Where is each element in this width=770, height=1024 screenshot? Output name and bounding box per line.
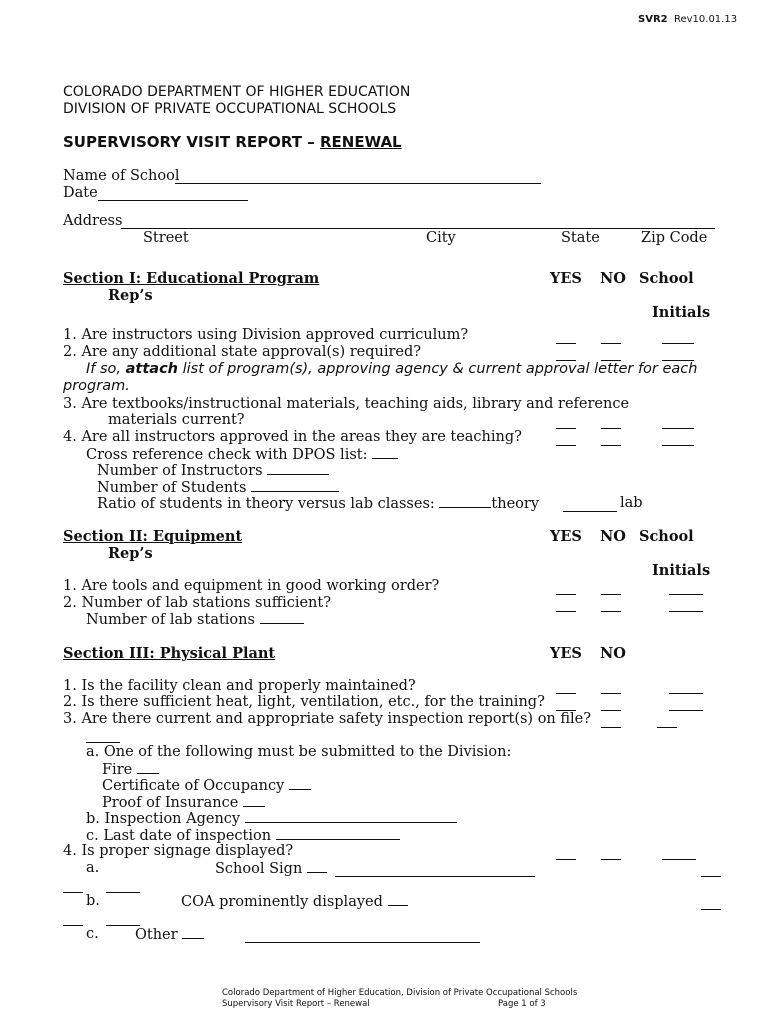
- s2-q1-initials[interactable]: [669, 594, 703, 595]
- form-revision: Rev10.01.13: [673, 14, 738, 25]
- s1-question-1: 1. Are instructors using Division approved curriculum?: [63, 327, 469, 343]
- last-inspection-row: [86, 827, 400, 844]
- insurance-label: Proof of Insurance: [102, 795, 239, 811]
- last-inspection-field[interactable]: [276, 827, 400, 840]
- attach-note-end: program.: [63, 378, 130, 394]
- s1-question-2: 2. Are any additional state approval(s) required?: [63, 344, 422, 360]
- s3-question-2: 2. Is there sufficient heat, light, ventilation, etc., for the training?: [63, 694, 545, 710]
- s1-question-4: 4. Are all instructors approved in the areas they are teaching?: [63, 429, 522, 445]
- coo-label: Certificate of Occupancy: [102, 778, 285, 794]
- reps-column-header: Rep’s: [108, 287, 153, 304]
- city-label: City: [426, 230, 456, 246]
- lab-field[interactable]: [563, 511, 617, 512]
- s1-q4-initials[interactable]: [662, 445, 694, 446]
- s3-q1-no[interactable]: [601, 693, 621, 694]
- title-renewal: RENEWAL: [319, 133, 402, 151]
- s1-q4-yes[interactable]: [556, 445, 576, 446]
- attach-note-rest: list of program(s), approving agency & current approval letter for each: [178, 361, 698, 377]
- signage-b-letter: b.: [86, 893, 100, 909]
- signage-c-letter: c.: [86, 926, 99, 942]
- fire-row: [102, 761, 159, 778]
- s3-q4-initials[interactable]: [662, 859, 696, 860]
- s1-q1-yes[interactable]: [556, 343, 576, 344]
- fire-field[interactable]: [137, 761, 159, 774]
- form-code: [638, 14, 737, 25]
- school-name-field[interactable]: [175, 183, 541, 184]
- reps-column-header-2: Rep’s: [108, 545, 153, 562]
- ratio-label: Ratio of students in theory versus lab classes:: [97, 496, 435, 512]
- insurance-field[interactable]: [243, 794, 265, 807]
- address-field[interactable]: [121, 228, 715, 229]
- attach-note-prefix: If so,: [86, 361, 126, 377]
- lab-stations: [86, 611, 304, 628]
- s2-question-1: 1. Are tools and equipment in good working order?: [63, 578, 440, 594]
- school-name-label: Name of School: [63, 168, 180, 184]
- students-field[interactable]: [251, 479, 339, 492]
- s3-question-3: 3. Are there current and appropriate safety inspection report(s) on file?: [63, 711, 592, 727]
- attach-note: [86, 361, 697, 377]
- s1-question-3-cont: materials current?: [108, 412, 245, 428]
- date-field[interactable]: [98, 200, 248, 201]
- coa-no[interactable]: [63, 925, 83, 926]
- insurance-row: [102, 794, 265, 811]
- street-label: Street: [143, 230, 189, 246]
- s3-q2-no[interactable]: [601, 710, 621, 711]
- s1-q1-initials[interactable]: [662, 343, 694, 344]
- address-label: Address: [63, 213, 123, 229]
- inspection-agency-row: [86, 810, 457, 827]
- school-sign-row: [215, 860, 327, 877]
- s3-q1-yes[interactable]: [556, 693, 576, 694]
- state-label: State: [561, 230, 600, 246]
- theory-label: theory: [491, 496, 540, 512]
- school-sign-label: School Sign: [215, 861, 303, 877]
- coa-check[interactable]: [388, 893, 408, 906]
- s1-q4-no[interactable]: [601, 445, 621, 446]
- fire-label: Fire: [102, 762, 133, 778]
- title-main: SUPERVISORY VISIT REPORT –: [63, 133, 320, 151]
- no-column-header-2: NO: [600, 528, 626, 545]
- initials-column-header-2: Initials: [652, 562, 711, 579]
- agency-line-2: DIVISION OF PRIVATE OCCUPATIONAL SCHOOLS: [63, 101, 397, 117]
- s2-q1-yes[interactable]: [556, 594, 576, 595]
- zip-label: Zip Code: [641, 230, 708, 246]
- lab-label: lab: [620, 495, 643, 511]
- footer-line-2: Supervisory Visit Report – Renewal: [222, 999, 370, 1009]
- school-sign-check[interactable]: [307, 860, 327, 873]
- s2-question-2: 2. Number of lab stations sufficient?: [63, 595, 331, 611]
- s2-q2-yes[interactable]: [556, 611, 576, 612]
- attach-note-emph: attach: [125, 361, 178, 377]
- yes-column-header-2: YES: [550, 528, 582, 545]
- yes-column-header: YES: [550, 270, 582, 287]
- school-sign-no[interactable]: [63, 892, 83, 893]
- coa-row: [181, 893, 408, 910]
- s3-q3-yes[interactable]: [601, 727, 621, 728]
- s3-q3-no[interactable]: [657, 727, 677, 728]
- s1-question-3: 3. Are textbooks/instructional materials, teaching aids, library and reference: [63, 396, 630, 412]
- instructors-label: Number of Instructors: [97, 463, 263, 479]
- theory-field[interactable]: [439, 495, 491, 508]
- s3-q4-no[interactable]: [601, 859, 621, 860]
- s3-question-4: 4. Is proper signage displayed?: [63, 843, 294, 859]
- lab-stations-label: Number of lab stations: [86, 612, 255, 628]
- ratio-row: [97, 495, 539, 512]
- no-column-header: NO: [600, 270, 626, 287]
- s2-q2-initials[interactable]: [669, 611, 703, 612]
- no-column-header-3: NO: [600, 645, 626, 662]
- school-sign-notes[interactable]: [335, 876, 535, 877]
- initials-column-header: Initials: [652, 304, 711, 321]
- last-inspection-label: c. Last date of inspection: [86, 828, 272, 844]
- section-3-title: Section III: Physical Plant: [63, 645, 276, 662]
- yes-column-header-3: YES: [550, 645, 582, 662]
- cross-reference-field[interactable]: [372, 446, 398, 459]
- school-column-header-2: School: [639, 528, 694, 545]
- students-count: [97, 479, 339, 496]
- s3-q1-initials[interactable]: [669, 693, 703, 694]
- students-label: Number of Students: [97, 480, 247, 496]
- form-code-label: SVR2: [638, 14, 668, 25]
- section-1-title: Section I: Educational Program: [63, 270, 320, 287]
- school-sign-initials[interactable]: [106, 892, 140, 893]
- date-label: Date: [63, 185, 98, 201]
- coo-row: [102, 777, 311, 794]
- other-notes[interactable]: [245, 942, 480, 943]
- instructors-count: [97, 462, 329, 479]
- s3-q2-initials[interactable]: [669, 710, 703, 711]
- s1-q3-yes[interactable]: [556, 428, 576, 429]
- s1-q3-no[interactable]: [601, 428, 621, 429]
- other-label: Other: [135, 927, 178, 943]
- s3-q4-yes[interactable]: [556, 859, 576, 860]
- s1-q1-no[interactable]: [601, 343, 621, 344]
- cross-reference-label: Cross reference check with DPOS list:: [86, 447, 368, 463]
- s2-q2-no[interactable]: [601, 611, 621, 612]
- school-column-header: School: [639, 270, 694, 287]
- signage-a-letter: a.: [86, 860, 100, 876]
- cross-reference: [86, 446, 398, 463]
- s2-q1-no[interactable]: [601, 594, 621, 595]
- other-check[interactable]: [182, 926, 204, 939]
- lab-stations-field[interactable]: [260, 611, 304, 624]
- footer-page-number: Page 1 of 3: [498, 999, 546, 1009]
- inspection-agency-field[interactable]: [245, 810, 457, 823]
- agency-line-1: COLORADO DEPARTMENT OF HIGHER EDUCATION: [63, 84, 411, 100]
- s3-item-a: a. One of the following must be submitted to the Division:: [86, 744, 512, 760]
- footer-line-1: Colorado Department of Higher Education, Division of Private Occupational Schools: [222, 988, 578, 998]
- instructors-field[interactable]: [267, 462, 329, 475]
- s1-q3-initials[interactable]: [662, 428, 694, 429]
- section-2-title: Section II: Equipment: [63, 528, 243, 545]
- coa-yes[interactable]: [701, 909, 721, 910]
- page-title: [63, 133, 402, 151]
- other-row: [135, 926, 204, 943]
- s3-q3-initials[interactable]: [86, 742, 120, 743]
- coo-field[interactable]: [289, 777, 311, 790]
- coa-label: COA prominently displayed: [181, 894, 383, 910]
- school-sign-yes[interactable]: [701, 876, 721, 877]
- s3-question-1: 1. Is the facility clean and properly maintained?: [63, 678, 416, 694]
- inspection-agency-label: b. Inspection Agency: [86, 811, 241, 827]
